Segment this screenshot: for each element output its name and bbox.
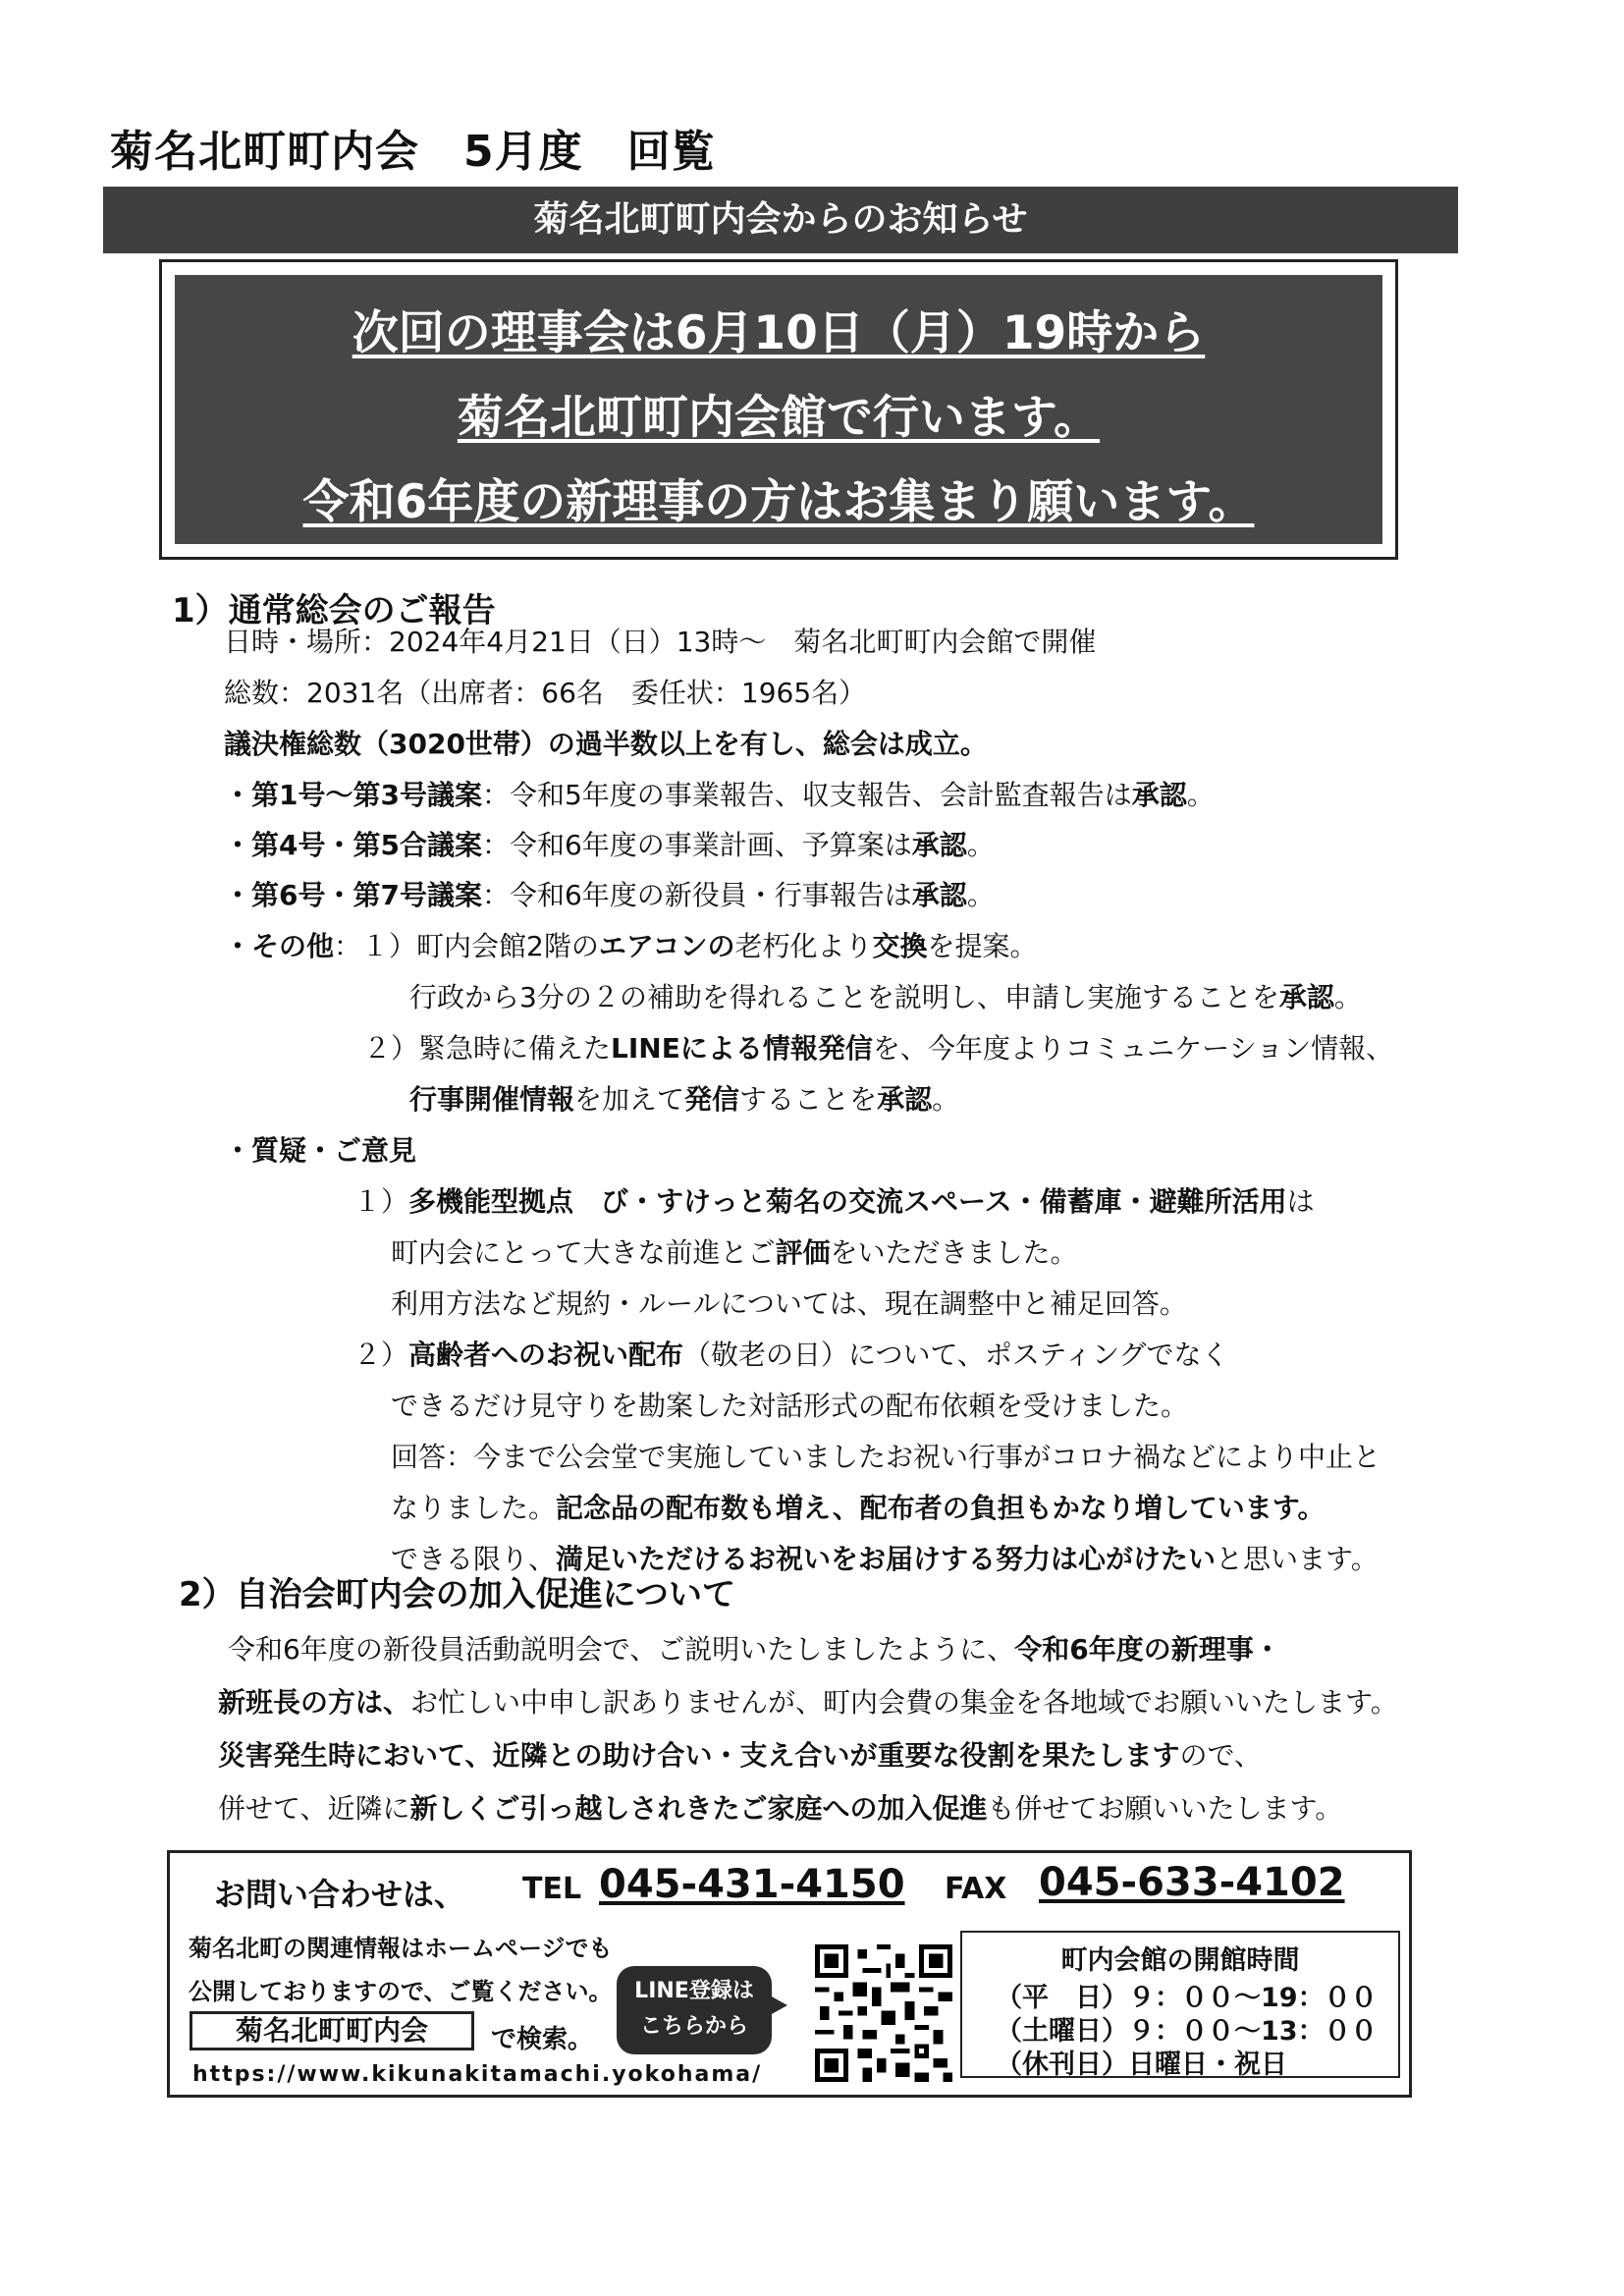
- other-1-l2c: 。: [1333, 981, 1362, 1013]
- section1-heading: 1）通常総会のご報告: [172, 591, 496, 630]
- s2-l4c: も併せてお願いいたします。: [987, 1792, 1343, 1825]
- other-item-1: [224, 929, 1038, 964]
- other-2-b: LINEによる情報発信: [611, 1032, 873, 1065]
- attendance-total: 総数：2031名（出席者：66名 委任状：1965名）: [224, 677, 867, 709]
- qa-2-l5c: と思います。: [1216, 1543, 1379, 1575]
- agenda-item-1-approved: 承認: [1131, 779, 1187, 811]
- qa-1-c: は: [1286, 1185, 1315, 1218]
- hours-title: 町内会館の開館時間: [1060, 1945, 1300, 1976]
- other-2-l2d: することを: [739, 1083, 878, 1116]
- line-qr-code-icon[interactable]: [815, 1944, 952, 2082]
- agenda-item-3-approved: 承認: [911, 879, 967, 911]
- search-suffix: で検索。: [491, 2025, 594, 2054]
- hours-closed: （休刊日）日曜日・祝日: [996, 2050, 1287, 2080]
- notice-line-3: 令和6年度の新理事の方はお集まり願います。: [302, 475, 1255, 529]
- meeting-datetime: 日時・場所：2024年4月21日（日）13時～ 菊名北町町内会館で開催: [224, 626, 1097, 658]
- s2-l4a: 併せて、近隣に: [218, 1792, 410, 1825]
- agenda-item-3: [224, 878, 995, 913]
- hours-saturday: （土曜日）９：００～13：００: [996, 2016, 1378, 2047]
- agenda-item-1-end: 。: [1186, 779, 1215, 811]
- other-1-e: を提案。: [927, 930, 1038, 962]
- qa-1-l2b: 評価: [775, 1236, 831, 1269]
- s2-l3b: ので、: [1179, 1739, 1262, 1772]
- homepage-url[interactable]: https://www.kikunakitamachi.yokohama/: [192, 2062, 763, 2087]
- qa-item-1: [353, 1184, 1315, 1220]
- other-1-l2b: 承認: [1278, 981, 1334, 1013]
- qa-2-l4b: 記念品の配布数も増え、配布者の負担もかなり増しています。: [556, 1492, 1326, 1524]
- other-2-a: ２）緊急時に備えた: [363, 1032, 612, 1065]
- agenda-item-1-label: ・第1号～第3号議案: [224, 779, 482, 811]
- other-label: ・その他: [224, 930, 335, 962]
- qa-2-b: 高齢者へのお祝い配布: [408, 1339, 684, 1371]
- qa-1-l2c: をいただきました。: [830, 1236, 1078, 1269]
- line-register-badge[interactable]: [617, 1966, 772, 2054]
- agenda-item-3-label: ・第6号・第7号議案: [224, 879, 482, 911]
- search-keyword-box: 菊名北町町内会: [189, 2011, 474, 2050]
- other-2-l2e: 承認: [877, 1083, 933, 1116]
- agenda-item-2-end: 。: [966, 829, 995, 861]
- qa-2-l5b: 満足いただけるお祝いをお届けする努力は心がけたい: [556, 1543, 1217, 1575]
- agenda-item-1: [224, 778, 1215, 813]
- section2-line3: [218, 1738, 1262, 1774]
- qa-item-1-line2: [391, 1235, 1077, 1271]
- qa-label: ・質疑・ご意見: [224, 1134, 417, 1167]
- qa-2-a: ２）: [353, 1339, 409, 1371]
- s2-l1b: 令和6年度の新理事・: [1014, 1633, 1281, 1666]
- other-2-c: を、今年度よりコミュニケーション情報、: [872, 1032, 1394, 1065]
- agenda-item-2-text: ：令和6年度の事業計画、予算案は: [481, 829, 912, 861]
- qa-item-2-line2: できるだけ見守りを勘案した対話形式の配布依頼を受けました。: [391, 1390, 1189, 1422]
- qa-1-a: １）: [353, 1185, 409, 1218]
- agenda-item-2-label: ・第4号・第5合議案: [224, 829, 482, 861]
- section2-line2: [218, 1685, 1398, 1721]
- section2-line4: [218, 1791, 1342, 1827]
- qa-2-c: （敬老の日）について、ポスティングでなく: [683, 1339, 1229, 1371]
- section2-heading: 2）自治会町内会の加入促進について: [179, 1575, 735, 1614]
- other-2-l2f: 。: [932, 1083, 960, 1116]
- agenda-item-3-end: 。: [966, 879, 995, 911]
- qa-1-b: 多機能型拠点 び・すけっと菊名の交流スペース・備蓄庫・避難所活用: [408, 1185, 1287, 1218]
- qa-item-2-line4: [391, 1491, 1325, 1526]
- agenda-item-2-approved: 承認: [911, 829, 967, 861]
- s2-l1a: 令和6年度の新役員活動説明会で、ご説明いたしましたように、: [228, 1633, 1015, 1666]
- fax-label: FAX: [945, 1872, 1007, 1906]
- notice-line-2: 菊名北町町内会館で行います。: [457, 391, 1101, 445]
- other-item-1-line2: [409, 980, 1362, 1015]
- qa-item-2-line3: 回答：今まで公会堂で実施していましたお祝い行事がコロナ禍などにより中止と: [391, 1441, 1381, 1473]
- meeting-notice-inner: [172, 272, 1385, 547]
- line-badge-line1: LINE登録は: [634, 1979, 754, 2003]
- inquiry-label: お問い合わせは、: [214, 1876, 466, 1913]
- notice-banner: 菊名北町町内会からのお知らせ: [103, 187, 1458, 253]
- other-1-l2a: 行政から3分の２の補助を得れることを説明し、申請し実施することを: [409, 981, 1279, 1013]
- agenda-item-3-text: ：令和6年度の新役員・行事報告は: [481, 879, 912, 911]
- qa-2-l5a: できる限り、: [391, 1543, 557, 1575]
- meeting-notice-box: [159, 259, 1398, 560]
- s2-l3a: 災害発生時において、近隣との助け合い・支え合いが重要な役割を果たします: [218, 1739, 1180, 1772]
- agenda-item-2: [224, 828, 995, 863]
- line-badge-line2: こちらから: [639, 2014, 748, 2039]
- qa-item-1-line3: 利用方法など規約・ルールについては、現在調整中と補足回答。: [391, 1287, 1187, 1320]
- other-1-b: エアコンの: [598, 930, 735, 962]
- page-title: 菊名北町町内会 5月度 回覧: [110, 127, 716, 177]
- qa-2-l4a: なりました。: [391, 1492, 557, 1524]
- other-item-2-line2: [409, 1082, 959, 1118]
- agenda-item-1-text: ：令和5年度の事業報告、収支報告、会計監査報告は: [481, 779, 1132, 811]
- quorum-statement: 議決権総数（3020世帯）の過半数以上を有し、総会は成立。: [224, 728, 988, 760]
- fax-number: 045-633-4102: [1039, 1860, 1345, 1905]
- qa-1-l2a: 町内会にとって大きな前進とご: [391, 1236, 776, 1269]
- homepage-text-1: 菊名北町の関連情報はホームページでも: [189, 1935, 613, 1962]
- tel-label: TEL: [522, 1872, 582, 1906]
- s2-l2b: お忙しい中申し訳ありませんが、町内会費の集金を各地域でお願いいたします。: [410, 1686, 1398, 1719]
- s2-l4b: 新しくご引っ越しされきたご家庭への加入促進: [409, 1792, 988, 1825]
- section2-line1: [228, 1632, 1281, 1667]
- other-1-a: ：１）町内会館2階の: [334, 930, 599, 962]
- tel-number[interactable]: 045-431-4150: [599, 1862, 905, 1907]
- other-2-l2a: 行事開催情報: [409, 1083, 575, 1116]
- other-2-l2b: を加えて: [574, 1083, 685, 1116]
- notice-line-1: 次回の理事会は6月10日（月）19時から: [352, 306, 1206, 360]
- other-1-d: 交換: [872, 930, 928, 962]
- hours-weekday: （平 日）９：００～19：００: [996, 1983, 1378, 2013]
- s2-l2a: 新班長の方は、: [218, 1686, 411, 1719]
- other-item-2: [363, 1031, 1393, 1066]
- qa-item-2: [353, 1338, 1229, 1373]
- other-1-c: 老朽化より: [734, 930, 873, 962]
- other-2-l2c: 発信: [684, 1083, 740, 1116]
- homepage-text-2: 公開しておりますので、ご覧ください。: [189, 1978, 613, 2005]
